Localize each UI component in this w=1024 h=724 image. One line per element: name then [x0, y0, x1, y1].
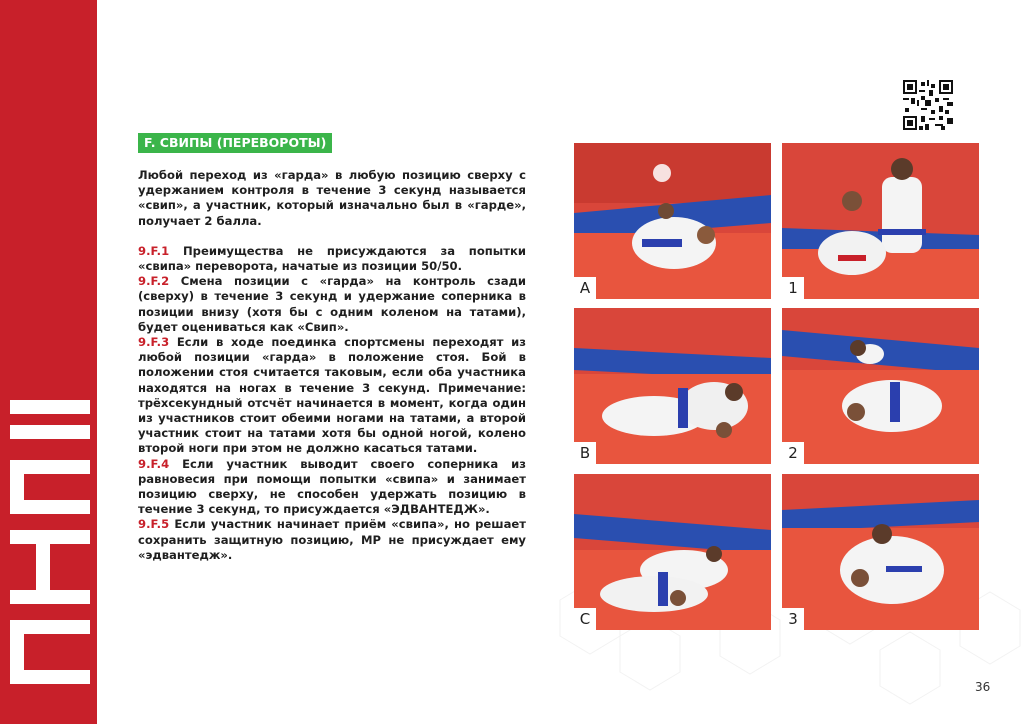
rule-9F5 — [138, 517, 526, 563]
page-number: 36 — [975, 680, 991, 694]
rule-number: 9.F.2 — [138, 274, 170, 289]
rule-text: Если в ходе поединка спортсмены переходят из любой позиции «гарда» в положение стоя. Бой в положении стоя считается таковым, если оба участника находятся на ногах в течение 3 секунд. Примечание: трёхсекундный отсчёт начинается в момент, когда один из участников стоит обеими ногами на татами, а второй участник стоит на татами хотя бы одной ногой, колено второй ноги при этом не должно касаться татами. — [138, 335, 526, 456]
rule-9F2 — [138, 274, 526, 335]
rule-9F4 — [138, 457, 526, 518]
rule-text: Преимущества не присуждаются за попытки «свипа» переворота, начатые из позиции 50/50. — [138, 243, 526, 274]
rule-text: Смена позиции с «гарда» на контроль сзади (сверху) в течение 3 секунд и удержание соперника в позиции внизу (хотя бы с одним коленом на татами), будет оцениваться как «Свип». — [138, 274, 526, 334]
technique-photo-a — [574, 143, 771, 299]
rule-9F1 — [138, 244, 526, 274]
jjau-logo — [0, 380, 97, 700]
qr-code-icon[interactable] — [903, 80, 953, 130]
rule-number: 9.F.4 — [138, 456, 170, 471]
technique-photo-3 — [782, 474, 979, 630]
rules-text-block — [138, 168, 526, 563]
technique-photo-c — [574, 474, 771, 630]
photo-label: 1 — [782, 277, 804, 299]
technique-photo-b — [574, 308, 771, 464]
side-brand-band — [0, 0, 97, 724]
photo-label: C — [574, 608, 596, 630]
intro-paragraph: Любой переход из «гарда» в любую позицию сверху с удержанием контроля в течение 3 секунд называется «свип», а участник, который изначально был в «гарде», получает 2 балла. — [138, 168, 526, 228]
rule-number: 9.F.1 — [138, 243, 170, 258]
photo-label: A — [574, 277, 596, 299]
rule-text: Если участник выводит своего соперника из равновесия при помощи попытки «свипа» и занимает позицию сверху, не способен удержать позицию в течение 3 секунд, то присуждается «ЭДВАНТЕДЖ». — [138, 456, 526, 517]
technique-photo-1 — [782, 143, 979, 299]
rule-9F3 — [138, 335, 526, 457]
rule-number: 9.F.3 — [138, 335, 170, 350]
technique-photo-2 — [782, 308, 979, 464]
photo-label: B — [574, 442, 596, 464]
rule-text: Если участник начинает приём «свипа», но решает сохранить защитную позицию, МР не присуждает ему «эдвантедж». — [138, 517, 526, 562]
rule-number: 9.F.5 — [138, 517, 170, 532]
section-title-badge: F. СВИПЫ (ПЕРЕВОРОТЫ) — [138, 133, 332, 153]
photo-label: 2 — [782, 442, 804, 464]
photo-label: 3 — [782, 608, 804, 630]
